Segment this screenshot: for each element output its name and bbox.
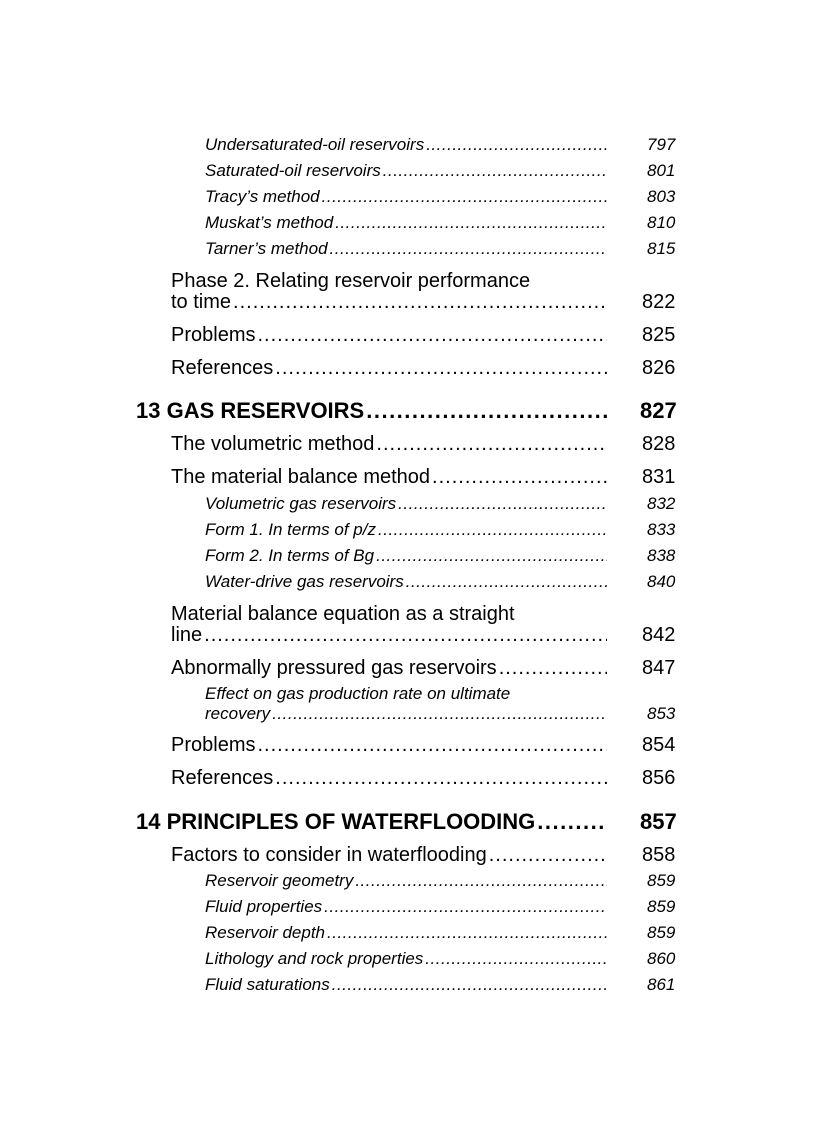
- toc-entry-page: 838: [647, 546, 676, 565]
- dot-leader: [355, 871, 607, 891]
- dot-leader: [332, 975, 607, 995]
- toc-entry: [171, 734, 607, 757]
- toc-entry-title: Tarner’s method: [205, 239, 328, 258]
- dot-leader: [499, 657, 607, 680]
- toc-entry-title: Factors to consider in waterflooding: [171, 844, 487, 866]
- toc-entry-title: Muskat’s method: [205, 213, 334, 232]
- toc-entry-title: Fluid properties: [205, 897, 323, 916]
- toc-entry-title: Volumetric gas reservoirs: [205, 494, 397, 513]
- toc-entry-page: 840: [647, 572, 676, 591]
- toc-entry-title: Fluid saturations: [205, 975, 330, 994]
- toc-entry-page: 797: [647, 135, 676, 154]
- toc-entry: [205, 187, 607, 207]
- toc-entry: [171, 291, 607, 314]
- toc-entry: [171, 767, 607, 790]
- toc-entry-page: 861: [647, 975, 676, 994]
- dot-leader: [489, 844, 607, 867]
- toc-entry-title: Problems: [171, 734, 256, 756]
- toc-entry-page: 803: [647, 187, 676, 206]
- dot-leader: [425, 949, 607, 969]
- dot-leader: [322, 187, 607, 207]
- toc-entry-page: 859: [647, 871, 676, 890]
- toc-entry: [205, 572, 607, 592]
- dot-leader: [257, 734, 607, 757]
- toc-entry: [205, 494, 607, 514]
- toc-entry-title: Problems: [171, 324, 256, 346]
- dot-leader: [376, 433, 607, 456]
- toc-entry: [205, 949, 607, 969]
- toc-entry: [171, 433, 607, 456]
- toc-entry-page: 832: [647, 494, 676, 513]
- dot-leader: [275, 357, 607, 380]
- toc-entry-page: 815: [647, 239, 676, 258]
- toc-entry-title: Abnormally pressured gas reservoirs: [171, 657, 497, 679]
- toc-entry-title: Form 1. In terms of p/z: [205, 520, 376, 539]
- toc-entry-page: 828: [642, 433, 676, 455]
- toc-entry: [205, 897, 607, 917]
- toc-entry: [205, 871, 607, 891]
- toc-entry-title: The material balance method: [171, 466, 431, 488]
- toc-entry: [171, 466, 607, 489]
- dot-leader: [204, 624, 607, 647]
- toc-entry-title: Saturated-oil reservoirs: [205, 161, 381, 180]
- dot-leader: [335, 213, 607, 233]
- toc-entry-title-line1: Effect on gas production rate on ultimate: [205, 684, 511, 703]
- toc-entry-page: 825: [642, 324, 676, 346]
- toc-entry-title-line1: Material balance equation as a straight: [171, 603, 515, 625]
- toc-entry-title: The volumetric method: [171, 433, 375, 455]
- toc-entry-page: 858: [642, 844, 676, 866]
- dot-leader: [426, 135, 607, 155]
- toc-entry-page: 801: [647, 161, 676, 180]
- toc-entry: [205, 975, 607, 995]
- toc-entry: [171, 657, 607, 680]
- dot-leader: [432, 466, 607, 489]
- toc-entry-title: Reservoir depth: [205, 923, 326, 942]
- toc-entry-title: References: [171, 357, 274, 379]
- toc-entry-title-line1: Phase 2. Relating reservoir performance: [171, 270, 531, 292]
- toc-entry-title: Form 2. In terms of Bg: [205, 546, 375, 565]
- dot-leader: [537, 809, 607, 835]
- toc-entry: [205, 161, 607, 181]
- toc-entry-page: 831: [642, 466, 676, 488]
- toc-entry: [171, 844, 607, 867]
- dot-leader: [383, 161, 607, 181]
- toc-entry-title: to time: [171, 291, 232, 313]
- dot-leader: [330, 239, 607, 259]
- toc-entry: [205, 546, 607, 566]
- toc-entry-page: 847: [642, 657, 676, 679]
- toc-chapter: [136, 809, 607, 835]
- toc-entry-title: Lithology and rock properties: [205, 949, 424, 968]
- toc-entry-title: line: [171, 624, 203, 646]
- toc-entry: [205, 520, 607, 540]
- toc-entry: [205, 923, 607, 943]
- toc-chapter-title: 14 PRINCIPLES OF WATERFLOODING: [136, 809, 536, 834]
- toc-entry-page: 810: [647, 213, 676, 232]
- toc-chapter-page: 857: [640, 809, 677, 834]
- toc-entry: [205, 213, 607, 233]
- toc-chapter: [136, 398, 607, 424]
- toc-entry-page: 859: [647, 923, 676, 942]
- dot-leader: [398, 494, 607, 514]
- dot-leader: [327, 923, 607, 943]
- toc-entry-page: 853: [647, 704, 676, 723]
- dot-leader: [366, 398, 607, 424]
- toc-entry-page: 860: [647, 949, 676, 968]
- toc-entry-page: 822: [642, 291, 676, 313]
- toc-entry: [171, 624, 607, 647]
- toc-entry-title: Tracy’s method: [205, 187, 320, 206]
- dot-leader: [272, 704, 607, 724]
- toc-entry-title: Water-drive gas reservoirs: [205, 572, 404, 591]
- toc-chapter-title: 13 GAS RESERVOIRS: [136, 398, 365, 423]
- toc-entry-title: References: [171, 767, 274, 789]
- toc-entry: [205, 704, 607, 724]
- toc-entry: [171, 357, 607, 380]
- dot-leader: [378, 520, 607, 540]
- toc-entry: [205, 239, 607, 259]
- dot-leader: [406, 572, 607, 592]
- dot-leader: [275, 767, 607, 790]
- toc-entry-page: 826: [642, 357, 676, 379]
- toc-entry: [171, 324, 607, 347]
- toc-entry-page: 856: [642, 767, 676, 789]
- toc-entry-title: recovery: [205, 704, 271, 723]
- toc-entry-title: Undersaturated-oil reservoirs: [205, 135, 425, 154]
- dot-leader: [324, 897, 607, 917]
- toc-entry-page: 842: [642, 624, 676, 646]
- dot-leader: [257, 324, 607, 347]
- dot-leader: [233, 291, 607, 314]
- toc-entry-page: 854: [642, 734, 676, 756]
- dot-leader: [376, 546, 607, 566]
- toc-entry-page: 859: [647, 897, 676, 916]
- toc-chapter-page: 827: [640, 398, 677, 423]
- toc-entry: [205, 135, 607, 155]
- toc-entry-page: 833: [647, 520, 676, 539]
- toc-entry-title: Reservoir geometry: [205, 871, 354, 890]
